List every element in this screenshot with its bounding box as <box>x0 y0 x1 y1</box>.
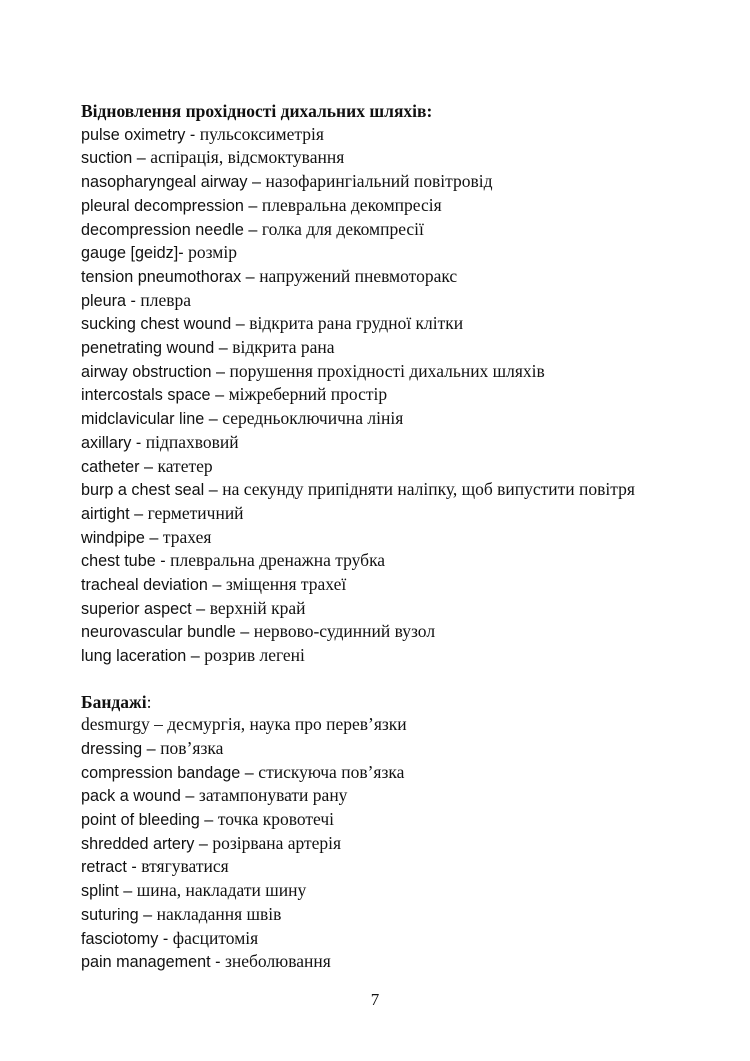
term-separator: – <box>142 739 161 758</box>
term-separator: – <box>204 410 223 429</box>
ukrainian-translation: плевральна декомпресія <box>261 194 442 215</box>
term-separator: – <box>240 763 259 782</box>
english-term: burp a chest seal <box>81 481 205 500</box>
page-number: 7 <box>370 990 380 1009</box>
english-term: suturing <box>81 905 139 924</box>
ukrainian-translation: точка кровотечі <box>217 809 335 830</box>
term-separator: – <box>138 905 157 924</box>
english-term: lung laceration <box>81 647 187 666</box>
english-term: pain management <box>81 953 211 972</box>
glossary-entry <box>81 336 641 360</box>
ukrainian-translation: розрив легені <box>204 645 305 666</box>
term-separator: – <box>231 315 250 334</box>
ukrainian-translation: шина, накладати шину <box>136 880 307 901</box>
glossary-entry <box>81 146 641 170</box>
glossary-entry <box>81 927 641 951</box>
glossary-entry <box>81 808 641 832</box>
english-term: tension pneumothorax <box>81 267 242 286</box>
english-term: windpipe <box>81 528 145 547</box>
english-term: gauge [geidz] <box>81 244 179 263</box>
glossary-entry <box>81 737 641 761</box>
term-separator: – <box>118 882 137 901</box>
term-separator: – <box>129 504 148 523</box>
term-separator: – <box>199 811 218 830</box>
glossary-entry <box>81 289 641 313</box>
term-separator: – <box>186 647 205 666</box>
english-term: neurovascular bundle <box>81 623 236 642</box>
term-separator: - <box>210 953 225 972</box>
term-separator: - <box>185 125 200 144</box>
term-separator: – <box>191 599 210 618</box>
glossary-entry <box>81 241 641 265</box>
glossary-entry <box>81 597 641 621</box>
ukrainian-translation: порушення прохідності дихальних шляхів <box>229 360 545 381</box>
glossary-entry <box>81 407 641 431</box>
term-separator: – <box>194 834 213 853</box>
english-term: point of bleeding <box>81 811 200 830</box>
glossary-entry <box>81 455 641 479</box>
english-term: splint <box>81 882 119 901</box>
english-term: tracheal deviation <box>81 576 208 595</box>
ukrainian-translation: напружений пневмоторакс <box>259 265 458 286</box>
term-separator: - <box>126 291 141 310</box>
glossary-entry <box>81 879 641 903</box>
ukrainian-translation: розірвана артерія <box>212 832 342 853</box>
english-term: pack a wound <box>81 787 181 806</box>
english-term: pleura <box>81 291 126 310</box>
glossary-entry <box>81 502 641 526</box>
english-term: retract <box>81 858 127 877</box>
english-term: axillary <box>81 433 132 452</box>
glossary-entry <box>81 573 641 597</box>
glossary-entry <box>81 360 641 384</box>
glossary-content <box>81 100 641 974</box>
airway-term-list <box>81 123 641 668</box>
glossary-entry <box>81 855 641 879</box>
glossary-entry <box>81 526 641 550</box>
ukrainian-translation: стискуюча пов’язка <box>258 761 405 782</box>
ukrainian-translation: міжреберний простір <box>228 384 388 405</box>
section-heading-airway: Відновлення прохідності дихальних шляхів: <box>81 101 433 121</box>
term-separator: – <box>210 386 229 405</box>
term-separator: - <box>158 929 173 948</box>
english-term: chest tube <box>81 552 156 571</box>
english-term: dressing <box>81 739 143 758</box>
ukrainian-translation: верхній край <box>209 597 306 618</box>
english-term: suction <box>81 149 133 168</box>
glossary-entry <box>81 549 641 573</box>
ukrainian-translation: розмір <box>188 242 237 263</box>
english-term: penetrating wound <box>81 339 215 358</box>
ukrainian-translation: знеболювання <box>224 951 331 972</box>
ukrainian-translation: аспірація, відсмоктування <box>150 147 345 168</box>
english-term: fasciotomy <box>81 929 159 948</box>
glossary-entry <box>81 950 641 974</box>
ukrainian-translation: середньоключична лінія <box>222 408 404 429</box>
term-separator: – <box>243 196 262 215</box>
glossary-entry <box>81 903 641 927</box>
term-separator: – <box>204 481 223 500</box>
term-separator: – <box>144 528 163 547</box>
term-separator: - <box>131 433 146 452</box>
term-separator: - <box>126 858 142 877</box>
english-term: compression bandage <box>81 763 241 782</box>
glossary-entry <box>81 620 641 644</box>
ukrainian-translation: герметичний <box>147 502 244 523</box>
ukrainian-translation: на секунду припідняти наліпку, щоб випустити повітря <box>222 479 635 500</box>
ukrainian-translation: відкрита рана <box>232 337 335 358</box>
english-term: pulse oximetry <box>81 125 186 144</box>
english-term: midclavicular line <box>81 410 205 429</box>
glossary-entry <box>81 644 641 668</box>
ukrainian-translation: накладання швів <box>156 903 282 924</box>
ukrainian-translation: пов’язка <box>160 737 224 758</box>
glossary-entry <box>81 383 641 407</box>
section-spacer <box>81 668 641 691</box>
ukrainian-translation: зміщення трахеї <box>225 574 347 595</box>
glossary-entry <box>81 218 641 242</box>
glossary-entry <box>81 431 641 455</box>
english-term: pleural decompression <box>81 196 244 215</box>
english-term: airway obstruction <box>81 362 212 381</box>
term-separator: – <box>214 339 233 358</box>
term-separator: – <box>132 149 151 168</box>
ukrainian-translation: назофарингіальний повітровід <box>265 171 493 192</box>
glossary-entry <box>81 312 641 336</box>
term-separator: – <box>241 267 260 286</box>
bandage-term-list <box>81 713 641 974</box>
glossary-entry <box>81 761 641 785</box>
term-separator: – <box>243 220 262 239</box>
ukrainian-translation: нервово-судинний вузол <box>253 621 436 642</box>
glossary-entry <box>81 784 641 808</box>
ukrainian-translation: плевральна дренажна трубка <box>170 550 386 571</box>
ukrainian-translation: катетер <box>157 455 213 476</box>
english-term: nasopharyngeal airway <box>81 173 248 192</box>
english-term: decompression needle <box>81 220 244 239</box>
ukrainian-translation: затампонувати рану <box>198 785 348 806</box>
glossary-entry <box>81 194 641 218</box>
term-separator: - <box>155 552 171 571</box>
section-heading-bandages: Бандажі: <box>81 691 152 712</box>
term-separator: – <box>139 457 158 476</box>
term-separator: - <box>178 244 189 263</box>
ukrainian-translation: desmurgy – десмургія, наука про перев’язки <box>81 714 407 735</box>
glossary-entry <box>81 713 641 737</box>
term-separator: – <box>207 576 226 595</box>
glossary-entry <box>81 832 641 856</box>
english-term: airtight <box>81 504 130 523</box>
glossary-entry <box>81 123 641 147</box>
ukrainian-translation: підпахвовий <box>145 431 239 452</box>
english-term: shredded artery <box>81 834 195 853</box>
ukrainian-translation: пульсоксиметрія <box>199 123 324 144</box>
term-separator: – <box>235 623 254 642</box>
ukrainian-translation: втягуватися <box>141 856 229 877</box>
term-separator: – <box>211 362 230 381</box>
term-separator: – <box>247 173 266 192</box>
english-term: superior aspect <box>81 599 192 618</box>
english-term: intercostals space <box>81 386 211 405</box>
glossary-entry <box>81 265 641 289</box>
ukrainian-translation: трахея <box>162 526 212 547</box>
ukrainian-translation: відкрита рана грудної клітки <box>249 313 464 334</box>
ukrainian-translation: голка для декомпресії <box>261 218 424 239</box>
glossary-entry <box>81 478 641 502</box>
english-term: catheter <box>81 457 140 476</box>
english-term: sucking chest wound <box>81 315 232 334</box>
ukrainian-translation: плевра <box>140 289 192 310</box>
term-separator: – <box>180 787 199 806</box>
glossary-entry <box>81 170 641 194</box>
ukrainian-translation: фасцитомія <box>172 927 259 948</box>
